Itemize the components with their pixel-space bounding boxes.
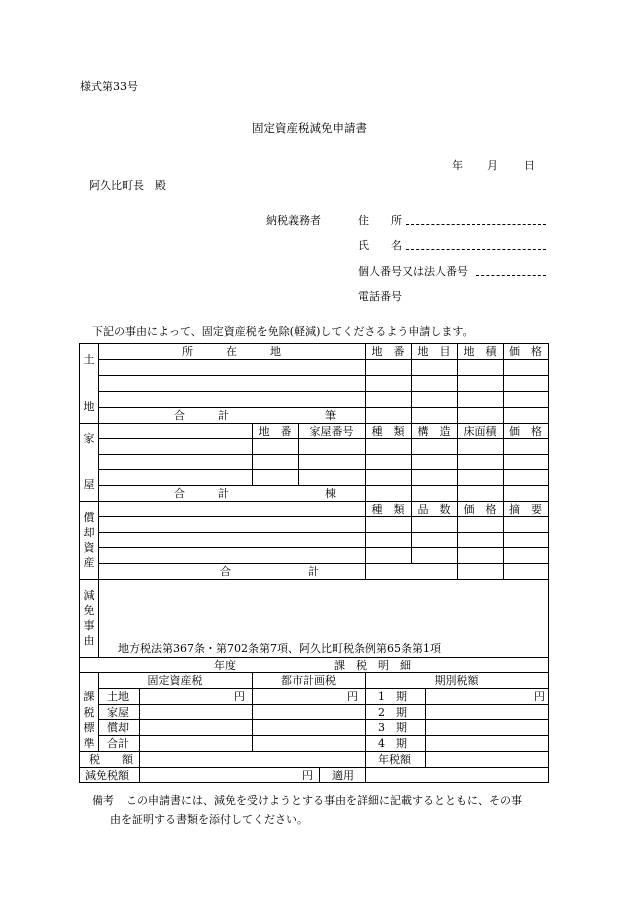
tax-fixed-yen: 円 [234, 690, 245, 703]
tax-city-yen: 円 [347, 690, 358, 703]
tax-col-period: 期別税額 [434, 674, 479, 687]
tax-year-label: 年度 [214, 659, 236, 672]
land-col-lot: 地 番 [371, 345, 405, 358]
land-total-label: 合 計 [174, 409, 229, 422]
land-side-label-2: 地 [83, 400, 95, 413]
tax-period-1: 1 期 [378, 690, 407, 703]
tax-period-yen: 円 [534, 690, 545, 703]
tax-row-land: 土地 [107, 690, 129, 703]
house-col-floor: 床面積 [463, 425, 497, 438]
depr-col-price: 価 格 [463, 503, 497, 516]
note-label: 備考 [92, 794, 114, 807]
depr-side-label-1: 償 [83, 511, 95, 524]
depr-side-label-2: 却 [83, 526, 95, 539]
address-label: 住 所 [358, 214, 402, 227]
date-year-label: 年 [452, 159, 463, 172]
note-line-1: この申請書には、減免を受けようとする事由を詳細に記載するとともに、その事 [126, 794, 522, 807]
tax-period-2: 2 期 [378, 706, 407, 719]
phone-label: 電話番号 [358, 290, 402, 303]
applicant-heading: 納税義務者 [266, 214, 321, 227]
date-day-label: 日 [524, 159, 535, 172]
tax-side-label-1: 課 [83, 690, 95, 703]
addressee: 阿久比町長 殿 [89, 179, 166, 192]
depr-total-label: 合 計 [220, 565, 319, 578]
house-total-label: 合 計 [174, 487, 229, 500]
tax-row-house: 家屋 [107, 706, 129, 719]
tax-row-total: 合計 [107, 737, 129, 750]
tax-period-4: 4 期 [378, 737, 407, 750]
house-side-label-1: 家 [83, 432, 95, 445]
tax-annual-label: 年税額 [378, 753, 411, 766]
house-col-kind: 種 類 [371, 425, 405, 438]
tax-col-fixed: 固定資産税 [147, 674, 203, 687]
house-side-label-2: 屋 [83, 478, 95, 491]
depr-side-label-3: 資 [83, 541, 95, 554]
land-side-label-1: 土 [83, 353, 95, 366]
tax-col-city: 都市計画税 [281, 674, 336, 687]
tax-side-label-4: 準 [83, 737, 95, 750]
tax-side-label-2: 税 [83, 706, 95, 719]
land-total-unit: 筆 [325, 409, 336, 422]
house-col-price: 価 格 [509, 425, 542, 438]
id-number-field[interactable] [476, 263, 546, 276]
house-col-structure: 構 造 [417, 425, 451, 438]
note-line-2: 由を証明する書類を添付してください。 [110, 813, 308, 826]
intro-text: 下記の事由によって、固定資産税を免除(軽減)してくださるよう申請します。 [92, 325, 474, 338]
name-field[interactable] [406, 237, 546, 250]
tax-period-3: 3 期 [378, 721, 407, 734]
land-col-area: 地 積 [463, 345, 497, 358]
depr-col-kind: 種 類 [371, 503, 405, 516]
reason-side-label-4: 由 [83, 634, 95, 647]
reason-law-text: 地方税法第367条・第702条第7項、阿久比町税条例第65条第1項 [118, 642, 441, 655]
depr-side-label-4: 産 [83, 556, 95, 569]
house-col-lot: 地 番 [258, 425, 292, 438]
land-col-location: 所 在 地 [182, 345, 281, 358]
reduction-label: 減免税額 [85, 769, 129, 782]
land-col-price: 価 格 [509, 345, 542, 358]
house-total-unit: 棟 [325, 487, 336, 500]
depr-col-summary: 摘 要 [509, 503, 542, 516]
applied-label: 適用 [332, 769, 354, 782]
tax-side-label-3: 標 [83, 721, 95, 734]
reason-side-label-2: 免 [83, 604, 95, 617]
id-number-label: 個人番号又は法人番号 [358, 265, 468, 278]
reason-side-label-3: 事 [83, 619, 95, 632]
depr-col-qty: 品 数 [417, 503, 451, 516]
date-month-label: 月 [487, 159, 498, 172]
tax-row-depr: 償却 [107, 721, 129, 734]
form-number: 様式第33号 [80, 80, 138, 93]
reduction-yen: 円 [302, 769, 313, 782]
address-field[interactable] [406, 212, 546, 225]
name-label: 氏 名 [358, 239, 402, 252]
land-col-category: 地 目 [417, 345, 451, 358]
reason-side-label-1: 減 [83, 589, 95, 602]
tax-detail-label: 課 税 明 細 [334, 659, 411, 672]
tax-amount-label: 税 額 [89, 753, 133, 766]
house-col-house-no: 家屋番号 [309, 425, 354, 438]
page-title: 固定資産税減免申請書 [252, 121, 367, 135]
